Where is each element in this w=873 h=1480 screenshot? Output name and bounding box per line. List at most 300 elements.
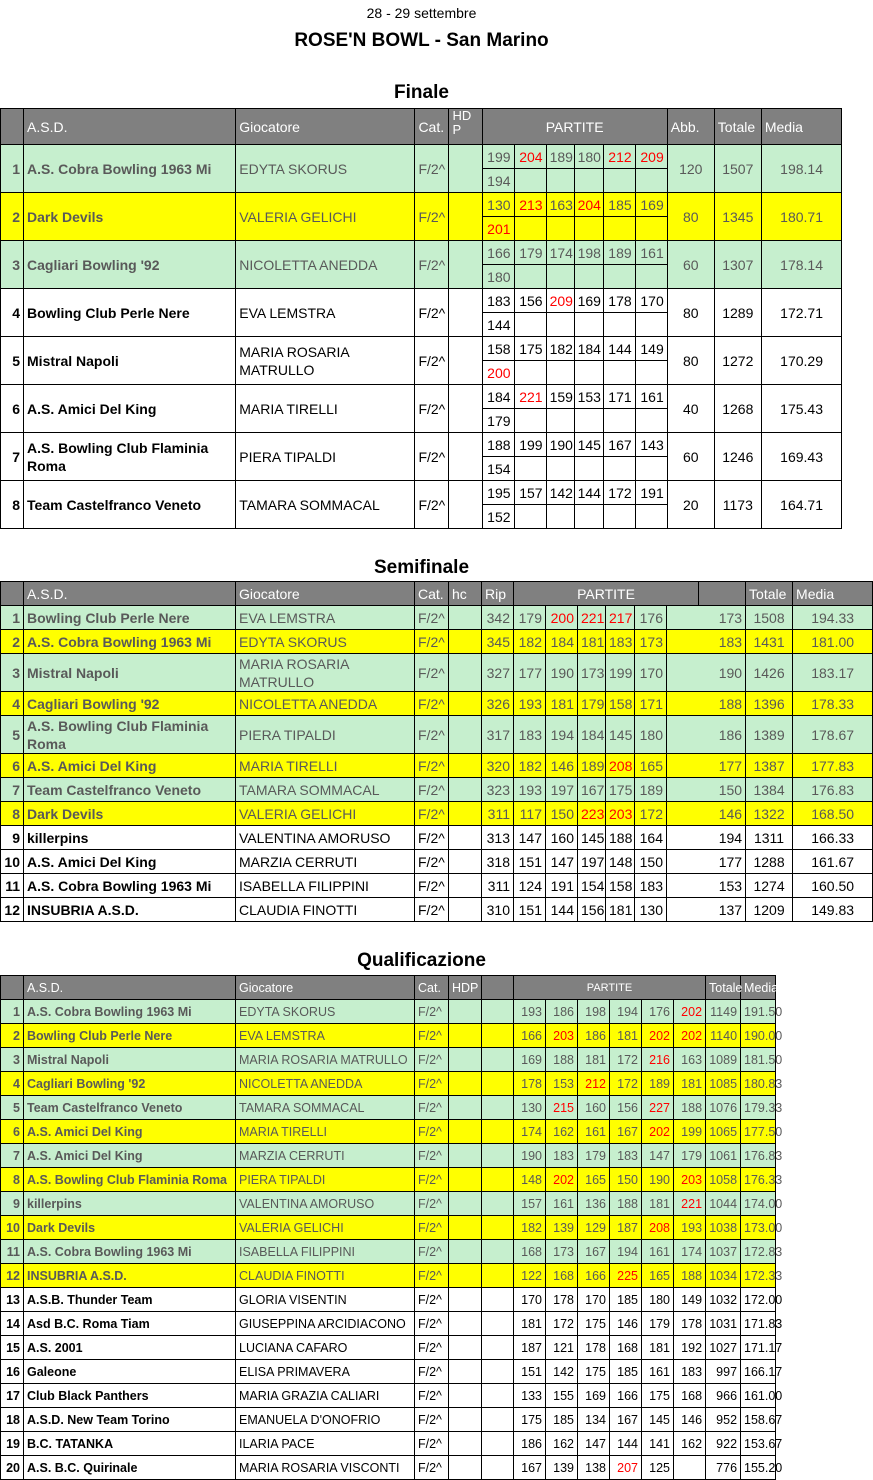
player-cell: MARIA TIRELLI — [236, 754, 415, 778]
game-score: 174 — [546, 241, 574, 265]
blank-cell — [482, 1360, 514, 1384]
col-total: Totale — [714, 109, 761, 145]
asd-cell: A.S. Amici Del King — [24, 754, 236, 778]
game-score: 208 — [642, 1216, 674, 1240]
hc-cell — [449, 606, 482, 630]
table-row — [1, 874, 873, 898]
game-score: 166 — [482, 241, 514, 265]
rank-cell: 5 — [1, 337, 24, 385]
game-score: 200 — [482, 361, 514, 385]
game-score: 133 — [514, 1384, 546, 1408]
game-score: 202 — [642, 1024, 674, 1048]
game-score: 169 — [635, 193, 667, 217]
hdp-cell — [449, 1432, 482, 1456]
empty-cell — [603, 265, 635, 289]
avg-cell: 183.17 — [793, 654, 873, 692]
game-score: 185 — [546, 1408, 578, 1432]
total-cell: 997 — [706, 1360, 741, 1384]
rank-cell: 6 — [1, 385, 24, 433]
cat-cell: F/2^ — [415, 826, 449, 850]
avg-cell: 166.17 — [741, 1360, 776, 1384]
game-score: 160 — [578, 1096, 610, 1120]
table-row — [1, 898, 873, 922]
total-cell: 1268 — [714, 385, 761, 433]
avg-cell: 173.00 — [741, 1216, 776, 1240]
game-score: 183 — [482, 289, 514, 313]
hdp-cell — [449, 1336, 482, 1360]
empty-cell — [546, 505, 574, 529]
col-cat: Cat. — [415, 109, 449, 145]
avg-cell: 158.67 — [741, 1408, 776, 1432]
game-score: 185 — [610, 1360, 642, 1384]
asd-cell: A.S. Bowling Club Flaminia Roma — [24, 716, 236, 754]
player-cell: MARIA TIRELLI — [236, 1120, 415, 1144]
total-cell: 1288 — [746, 850, 793, 874]
rank-cell: 6 — [1, 1120, 24, 1144]
empty-cell — [603, 409, 635, 433]
game-score: 178 — [514, 1072, 546, 1096]
game-score: 198 — [578, 1000, 610, 1024]
avg-cell: 170.29 — [761, 337, 841, 385]
table-row — [1, 850, 873, 874]
rank-cell: 8 — [1, 1168, 24, 1192]
hdp-cell — [449, 1000, 482, 1024]
asd-cell: A.S.B. Thunder Team — [24, 1288, 236, 1312]
game-score: 184 — [578, 716, 606, 754]
avg-cell: 178.14 — [761, 241, 841, 289]
table-row — [1, 481, 842, 505]
game-score: 191 — [635, 481, 667, 505]
total-cell: 1431 — [746, 630, 793, 654]
game-score: 145 — [606, 716, 635, 754]
empty-cell — [546, 313, 574, 337]
asd-cell: Bowling Club Perle Nere — [24, 1024, 236, 1048]
rank-cell: 2 — [1, 630, 24, 654]
blank-cell — [482, 1312, 514, 1336]
asd-cell: Dark Devils — [24, 1216, 236, 1240]
game-score: 200 — [546, 606, 578, 630]
rank-cell: 1 — [1, 1000, 24, 1024]
game-score: 221 — [674, 1192, 706, 1216]
game-score: 171 — [603, 385, 635, 409]
abb-cell: 80 — [667, 337, 714, 385]
avg-cell: 180.83 — [741, 1072, 776, 1096]
hdp-cell — [449, 193, 482, 241]
game-score: 144 — [546, 898, 578, 922]
empty-cell — [514, 265, 546, 289]
rank-cell: 7 — [1, 1144, 24, 1168]
rank-cell: 9 — [1, 1192, 24, 1216]
game-score: 183 — [667, 630, 746, 654]
blank-cell — [482, 1000, 514, 1024]
total-cell: 1209 — [746, 898, 793, 922]
table-row — [1, 1144, 776, 1168]
game-score: 194 — [610, 1000, 642, 1024]
table-row — [1, 1120, 776, 1144]
cat-cell: F/2^ — [415, 193, 449, 241]
col-games: PARTITE — [482, 109, 667, 145]
game-score: 142 — [546, 481, 574, 505]
player-cell: VALENTINA AMORUSO — [236, 1192, 415, 1216]
game-score: 151 — [514, 898, 546, 922]
game-score: 204 — [574, 193, 603, 217]
asd-cell: Dark Devils — [24, 193, 236, 241]
game-score: 156 — [610, 1096, 642, 1120]
asd-cell: Mistral Napoli — [24, 1048, 236, 1072]
abb-cell: 60 — [667, 433, 714, 481]
player-cell: PIERA TIPALDI — [236, 716, 415, 754]
asd-cell: Team Castelfranco Veneto — [24, 481, 236, 529]
player-cell: EVA LEMSTRA — [236, 1024, 415, 1048]
col-games: PARTITE — [514, 582, 699, 606]
game-score: 163 — [674, 1048, 706, 1072]
game-score: 151 — [514, 850, 546, 874]
player-cell: LUCIANA CAFARO — [236, 1336, 415, 1360]
rank-cell: 20 — [1, 1456, 24, 1480]
rank-cell: 2 — [1, 193, 24, 241]
game-score — [674, 1456, 706, 1480]
total-cell: 1076 — [706, 1096, 741, 1120]
game-score: 189 — [546, 145, 574, 169]
game-score: 193 — [514, 1000, 546, 1024]
game-score: 137 — [667, 898, 746, 922]
player-cell: CLAUDIA FINOTTI — [236, 1264, 415, 1288]
asd-cell: Asd B.C. Roma Tiam — [24, 1312, 236, 1336]
game-score: 148 — [514, 1168, 546, 1192]
game-score: 183 — [610, 1144, 642, 1168]
game-score: 198 — [574, 241, 603, 265]
game-score: 177 — [514, 654, 546, 692]
asd-cell: killerpins — [24, 826, 236, 850]
game-score: 197 — [578, 850, 606, 874]
game-score: 192 — [674, 1336, 706, 1360]
table-row — [1, 778, 873, 802]
avg-cell: 155.20 — [741, 1456, 776, 1480]
rip-cell: 311 — [482, 802, 514, 826]
game-score: 182 — [514, 1216, 546, 1240]
game-score: 167 — [610, 1120, 642, 1144]
game-score: 168 — [546, 1264, 578, 1288]
col-player: Giocatore — [236, 109, 415, 145]
game-score: 149 — [635, 337, 667, 361]
player-cell: MARIA GRAZIA CALIARI — [236, 1384, 415, 1408]
hc-cell — [449, 850, 482, 874]
hdp-cell — [449, 337, 482, 385]
asd-cell: A.S. Cobra Bowling 1963 Mi — [24, 874, 236, 898]
game-score: 186 — [578, 1024, 610, 1048]
game-score: 139 — [546, 1216, 578, 1240]
total-cell: 1085 — [706, 1072, 741, 1096]
game-score: 203 — [674, 1168, 706, 1192]
rip-cell: 342 — [482, 606, 514, 630]
col-rank — [1, 976, 24, 1000]
asd-cell: Cagliari Bowling '92 — [24, 241, 236, 289]
game-score: 188 — [667, 692, 746, 716]
finale-title: Finale — [394, 82, 449, 103]
game-score: 172 — [635, 802, 667, 826]
rank-cell: 4 — [1, 289, 24, 337]
game-score: 175 — [606, 778, 635, 802]
hdp-cell — [449, 1024, 482, 1048]
abb-cell: 120 — [667, 145, 714, 193]
game-score: 147 — [578, 1432, 610, 1456]
game-score: 207 — [610, 1456, 642, 1480]
hc-cell — [449, 826, 482, 850]
blank-cell — [482, 1456, 514, 1480]
asd-cell: Team Castelfranco Veneto — [24, 1096, 236, 1120]
game-score: 190 — [546, 654, 578, 692]
total-cell: 1322 — [746, 802, 793, 826]
game-score: 161 — [546, 1192, 578, 1216]
asd-cell: A.S. Cobra Bowling 1963 Mi — [24, 1000, 236, 1024]
game-score: 202 — [642, 1120, 674, 1144]
rank-cell: 14 — [1, 1312, 24, 1336]
game-score: 181 — [546, 692, 578, 716]
game-score: 187 — [610, 1216, 642, 1240]
avg-cell: 172.71 — [761, 289, 841, 337]
game-score: 151 — [514, 1360, 546, 1384]
game-score: 125 — [642, 1456, 674, 1480]
game-score: 165 — [635, 754, 667, 778]
table-row — [1, 606, 873, 630]
table-row — [1, 754, 873, 778]
player-cell: ILARIA PACE — [236, 1432, 415, 1456]
cat-cell: F/2^ — [415, 692, 449, 716]
player-cell: PIERA TIPALDI — [236, 433, 415, 481]
rank-cell: 3 — [1, 241, 24, 289]
game-score: 175 — [578, 1312, 610, 1336]
game-score: 181 — [642, 1336, 674, 1360]
game-score: 145 — [578, 826, 606, 850]
game-score: 179 — [482, 409, 514, 433]
player-cell: EDYTA SKORUS — [236, 145, 415, 193]
game-score: 190 — [546, 433, 574, 457]
game-score: 209 — [635, 145, 667, 169]
table-row — [1, 1384, 776, 1408]
col-avg: Media — [741, 976, 776, 1000]
cat-cell: F/2^ — [415, 1072, 449, 1096]
total-cell: 1027 — [706, 1336, 741, 1360]
game-score: 199 — [606, 654, 635, 692]
blank-cell — [482, 1096, 514, 1120]
game-score: 195 — [482, 481, 514, 505]
asd-cell: Dark Devils — [24, 802, 236, 826]
game-score: 194 — [610, 1240, 642, 1264]
game-score: 170 — [514, 1288, 546, 1312]
table-row — [1, 1264, 776, 1288]
total-cell: 1311 — [746, 826, 793, 850]
rank-cell: 16 — [1, 1360, 24, 1384]
game-score: 141 — [642, 1432, 674, 1456]
cat-cell: F/2^ — [415, 1432, 449, 1456]
player-cell: MARIA ROSARIA VISCONTI — [236, 1456, 415, 1480]
table-row — [1, 337, 842, 361]
game-score: 146 — [610, 1312, 642, 1336]
empty-cell — [514, 409, 546, 433]
cat-cell: F/2^ — [415, 1360, 449, 1384]
game-score: 190 — [667, 654, 746, 692]
col-rank — [1, 582, 24, 606]
total-cell: 1065 — [706, 1120, 741, 1144]
avg-cell: 166.33 — [793, 826, 873, 850]
col-abb: Abb. — [667, 109, 714, 145]
avg-cell: 172.00 — [741, 1288, 776, 1312]
game-score: 148 — [606, 850, 635, 874]
col-total: Totale — [746, 582, 793, 606]
total-cell: 1389 — [746, 716, 793, 754]
game-score: 168 — [610, 1336, 642, 1360]
hdp-cell — [449, 1168, 482, 1192]
hdp-cell — [449, 1216, 482, 1240]
player-cell: NICOLETTA ANEDDA — [236, 241, 415, 289]
table-row — [1, 1360, 776, 1384]
rip-cell: 327 — [482, 654, 514, 692]
empty-cell — [603, 313, 635, 337]
rip-cell: 345 — [482, 630, 514, 654]
game-score: 174 — [674, 1240, 706, 1264]
game-score: 208 — [606, 754, 635, 778]
rank-cell: 5 — [1, 716, 24, 754]
game-score: 173 — [635, 630, 667, 654]
game-score: 161 — [635, 241, 667, 265]
game-score: 175 — [514, 337, 546, 361]
empty-cell — [514, 457, 546, 481]
rank-cell: 11 — [1, 1240, 24, 1264]
game-score: 146 — [546, 754, 578, 778]
empty-cell — [603, 505, 635, 529]
avg-cell: 161.67 — [793, 850, 873, 874]
game-score: 162 — [546, 1432, 578, 1456]
hdp-cell — [449, 145, 482, 193]
avg-cell: 161.00 — [741, 1384, 776, 1408]
game-score: 174 — [514, 1120, 546, 1144]
game-score: 193 — [674, 1216, 706, 1240]
hdp-cell — [449, 241, 482, 289]
blank-cell — [482, 1144, 514, 1168]
table-row — [1, 1000, 776, 1024]
avg-cell: 177.83 — [793, 754, 873, 778]
game-score: 194 — [667, 826, 746, 850]
game-score: 181 — [514, 1312, 546, 1336]
game-score: 179 — [514, 241, 546, 265]
cat-cell: F/2^ — [415, 606, 449, 630]
game-score: 158 — [482, 337, 514, 361]
cat-cell: F/2^ — [415, 433, 449, 481]
blank-cell — [482, 1192, 514, 1216]
total-cell: 1038 — [706, 1216, 741, 1240]
rip-cell: 310 — [482, 898, 514, 922]
hdp-cell — [449, 1240, 482, 1264]
empty-cell — [574, 457, 603, 481]
cat-cell: F/2^ — [415, 385, 449, 433]
empty-cell — [574, 361, 603, 385]
game-score: 171 — [635, 692, 667, 716]
empty-cell — [635, 313, 667, 337]
hdp-cell — [449, 433, 482, 481]
blank-cell — [482, 1240, 514, 1264]
table-row — [1, 241, 842, 265]
player-cell: ELISA PRIMAVERA — [236, 1360, 415, 1384]
game-score: 188 — [674, 1096, 706, 1120]
game-score: 190 — [514, 1144, 546, 1168]
game-score: 167 — [603, 433, 635, 457]
game-score: 172 — [603, 481, 635, 505]
empty-cell — [574, 313, 603, 337]
game-score: 202 — [546, 1168, 578, 1192]
total-cell: 1032 — [706, 1288, 741, 1312]
empty-cell — [603, 457, 635, 481]
avg-cell: 190.00 — [741, 1024, 776, 1048]
table-row — [1, 1216, 776, 1240]
asd-cell: A.S. 2001 — [24, 1336, 236, 1360]
asd-cell: A.S. Cobra Bowling 1963 Mi — [24, 630, 236, 654]
empty-cell — [514, 313, 546, 337]
empty-cell — [635, 505, 667, 529]
finale-table — [0, 108, 842, 529]
avg-cell: 176.83 — [741, 1144, 776, 1168]
table-row — [1, 145, 842, 169]
game-score: 191 — [546, 874, 578, 898]
game-score: 153 — [667, 874, 746, 898]
hdp-cell — [449, 1192, 482, 1216]
total-cell: 776 — [706, 1456, 741, 1480]
col-hc: hc — [449, 582, 482, 606]
hdp-cell — [449, 1264, 482, 1288]
empty-cell — [514, 217, 546, 241]
game-score: 173 — [667, 606, 746, 630]
game-score: 177 — [667, 850, 746, 874]
table-row — [1, 654, 873, 692]
avg-cell: 164.71 — [761, 481, 841, 529]
table-row — [1, 385, 842, 409]
hc-cell — [449, 692, 482, 716]
game-score: 225 — [610, 1264, 642, 1288]
player-cell: EMANUELA D'ONOFRIO — [236, 1408, 415, 1432]
asd-cell: Galeone — [24, 1360, 236, 1384]
rank-cell: 4 — [1, 1072, 24, 1096]
total-cell: 1507 — [714, 145, 761, 193]
rip-cell: 313 — [482, 826, 514, 850]
total-cell: 922 — [706, 1432, 741, 1456]
asd-cell: A.S. Bowling Club Flaminia Roma — [24, 433, 236, 481]
game-score: 182 — [514, 630, 546, 654]
total-cell: 952 — [706, 1408, 741, 1432]
game-score: 189 — [635, 778, 667, 802]
empty-cell — [574, 265, 603, 289]
game-score: 170 — [635, 654, 667, 692]
player-cell: CLAUDIA FINOTTI — [236, 898, 415, 922]
game-score: 129 — [578, 1216, 610, 1240]
game-score: 166 — [578, 1264, 610, 1288]
game-score: 143 — [635, 433, 667, 457]
blank-cell — [482, 1168, 514, 1192]
game-score: 178 — [546, 1288, 578, 1312]
table-row — [1, 1336, 776, 1360]
game-score: 147 — [514, 826, 546, 850]
game-score: 180 — [482, 265, 514, 289]
hdp-cell — [449, 1456, 482, 1480]
player-cell: EDYTA SKORUS — [236, 630, 415, 654]
game-score: 121 — [546, 1336, 578, 1360]
empty-cell — [514, 505, 546, 529]
game-score: 209 — [546, 289, 574, 313]
game-score: 188 — [606, 826, 635, 850]
game-score: 204 — [514, 145, 546, 169]
cat-cell: F/2^ — [415, 1312, 449, 1336]
game-score: 221 — [578, 606, 606, 630]
total-cell: 1272 — [714, 337, 761, 385]
game-score: 149 — [674, 1288, 706, 1312]
